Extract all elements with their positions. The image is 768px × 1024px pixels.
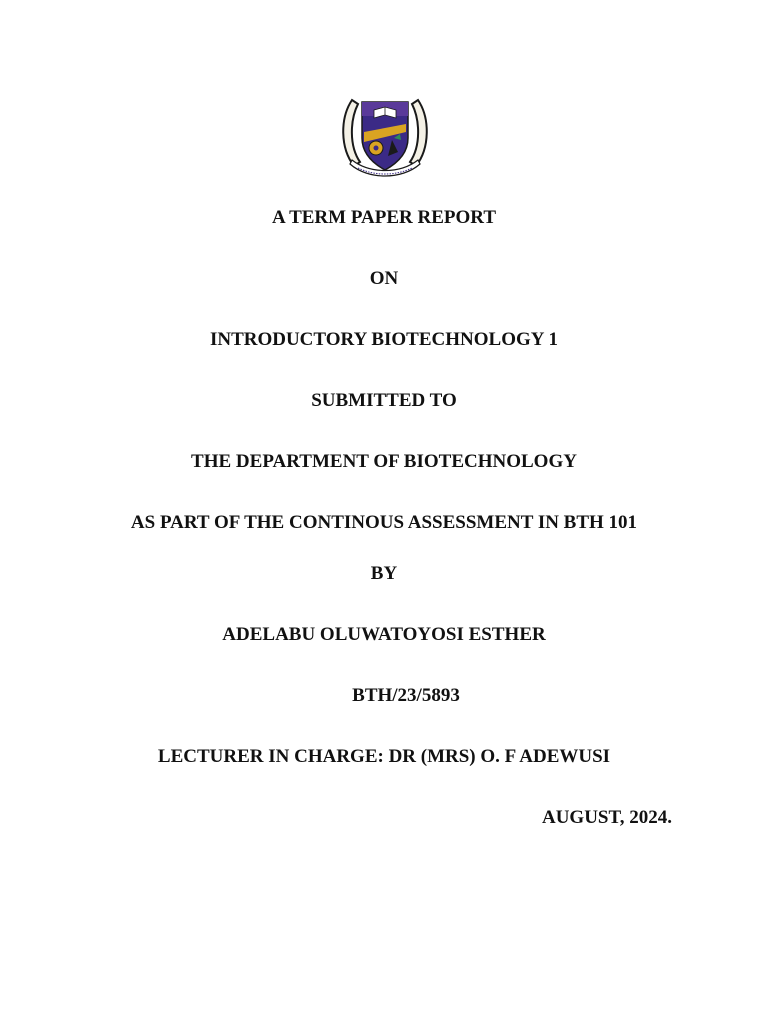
submitted-to-heading: SUBMITTED TO: [311, 390, 457, 411]
course-title: INTRODUCTORY BIOTECHNOLOGY 1: [209, 329, 559, 350]
assessment-statement: AS PART OF THE CONTINOUS ASSESSMENT IN BTH 101: [130, 512, 638, 533]
author-name: ADELABU OLUWATOYOSI ESTHER: [222, 624, 546, 645]
submission-date: AUGUST, 2024.: [541, 807, 672, 828]
by-heading: BY: [370, 563, 398, 584]
matric-number: BTH/23/5893: [352, 685, 460, 706]
department-name: THE DEPARTMENT OF BIOTECHNOLOGY: [191, 451, 577, 472]
on-heading: ON: [369, 268, 399, 289]
university-crest-icon: [338, 90, 432, 182]
lecturer-in-charge: LECTURER IN CHARGE: DR (MRS) O. F ADEWUSI: [157, 746, 611, 767]
report-title: A TERM PAPER REPORT: [271, 207, 496, 228]
